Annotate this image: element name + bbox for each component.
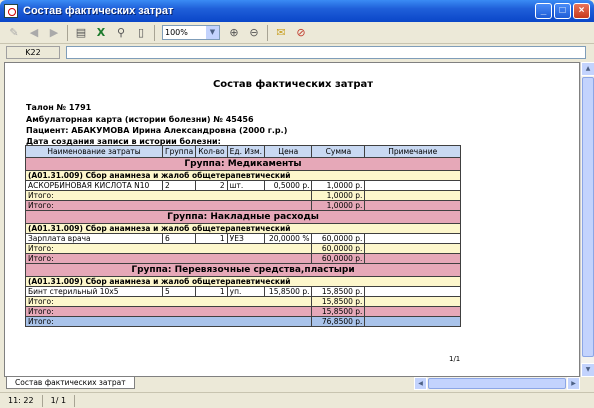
toolbar [0, 22, 594, 44]
status-bar [0, 392, 594, 408]
patient-info: Пациент: АБАКУМОВА Ирина Александровна (2000 г.р.) [26, 126, 288, 135]
forward-arrow-icon[interactable]: ▶ [49, 26, 59, 39]
page-counter: 1/1 [449, 355, 461, 363]
report-title: Состав фактических затрат [212, 79, 374, 90]
col-header: Кол-во [196, 146, 227, 158]
grand-total-row: Итого: 76,8500 р. [26, 317, 461, 327]
table-row[interactable]: АСКОРБИНОВАЯ КИСЛОТА N10 2 2 шт. 0,5000 р. 1,0000 р. [26, 181, 461, 191]
service-row: (А01.31.009) Сбор анамнеза и жалоб общетерапевтический [26, 224, 461, 234]
app-icon [4, 4, 18, 18]
group-total-row: Итого: 1,0000 р. [26, 201, 461, 211]
chevron-down-icon: ▼ [206, 26, 219, 39]
back-arrow-icon[interactable]: ◀ [29, 26, 39, 39]
card-number: Амбулаторная карта (истории болезни) № 45456 [26, 115, 254, 124]
zoom-out-icon[interactable]: ⊖ [249, 26, 259, 39]
title-bar [0, 0, 594, 22]
scroll-thumb[interactable] [428, 378, 566, 389]
minimize-button[interactable]: _ [535, 3, 552, 19]
mail-icon[interactable]: ✉ [276, 26, 286, 39]
status-page: 1/ 1 [43, 395, 75, 407]
service-row: (А01.31.009) Сбор анамнеза и жалоб общетерапевтический [26, 277, 461, 287]
zoom-value: 100% [165, 28, 188, 37]
col-header: Сумма [312, 146, 365, 158]
print-icon[interactable]: ▤ [75, 26, 87, 39]
vertical-scrollbar[interactable] [580, 62, 594, 377]
sheet-tabs [4, 377, 594, 390]
table-header [26, 146, 461, 158]
group-row: Группа: Накладные расходы [26, 211, 461, 224]
subtotal-row: Итого: 1,0000 р. [26, 191, 461, 201]
scroll-down-icon[interactable]: ▼ [581, 363, 594, 377]
table-row[interactable]: Бинт стерильный 10х5 5 1 уп. 15,8500 р. 15,8500 р. [26, 287, 461, 297]
cell-value-field[interactable] [66, 46, 586, 59]
record-date: Дата создания записи в истории болезни: [26, 137, 221, 146]
cancel-icon[interactable]: ⊘ [296, 26, 306, 39]
scroll-thumb[interactable] [582, 77, 594, 357]
ticket-number: Талон № 1791 [26, 103, 92, 112]
group-row: Группа: Медикаменты [26, 158, 461, 171]
sheet-tab[interactable]: Состав фактических затрат [6, 377, 135, 389]
page-icon[interactable]: ▯ [137, 26, 145, 39]
find-icon[interactable]: ⚲ [116, 26, 126, 39]
zoom-in-icon[interactable]: ⊕ [229, 26, 239, 39]
maximize-button[interactable]: □ [554, 3, 571, 19]
col-header: Цена [265, 146, 312, 158]
scroll-left-icon[interactable]: ◀ [414, 377, 427, 390]
subtotal-row: Итого: 15,8500 р. [26, 297, 461, 307]
col-header: Ед. Изм. [227, 146, 264, 158]
status-time: 11: 22 [0, 395, 43, 407]
scroll-right-icon[interactable]: ▶ [567, 377, 580, 390]
grand-total-value: 76,8500 р. [312, 317, 365, 327]
window-title: Состав фактических затрат [23, 5, 174, 17]
group-row: Группа: Перевязочные средства,пластыри [26, 264, 461, 277]
report-page [4, 62, 580, 377]
close-button[interactable]: × [573, 3, 590, 19]
col-header: Наименование затраты [26, 146, 163, 158]
service-row: (А01.31.009) Сбор анамнеза и жалоб общетерапевтический [26, 171, 461, 181]
cell-bar [0, 44, 594, 61]
table-row[interactable]: Зарплата врача 6 1 УЕЗ 20,0000 % 60,0000 р. [26, 234, 461, 244]
group-total-row: Итого: 60,0000 р. [26, 254, 461, 264]
subtotal-row: Итого: 60,0000 р. [26, 244, 461, 254]
edit-icon[interactable]: ✎ [9, 26, 19, 39]
zoom-select[interactable] [162, 25, 220, 40]
cell-reference[interactable]: K22 [6, 46, 60, 59]
excel-export-icon[interactable]: X [96, 26, 106, 39]
col-header: Группа [163, 146, 196, 158]
group-total-row: Итого: 15,8500 р. [26, 307, 461, 317]
cost-table [25, 145, 461, 327]
horizontal-scrollbar[interactable] [414, 377, 580, 390]
col-header: Примечание [365, 146, 461, 158]
scroll-up-icon[interactable]: ▲ [581, 62, 594, 76]
